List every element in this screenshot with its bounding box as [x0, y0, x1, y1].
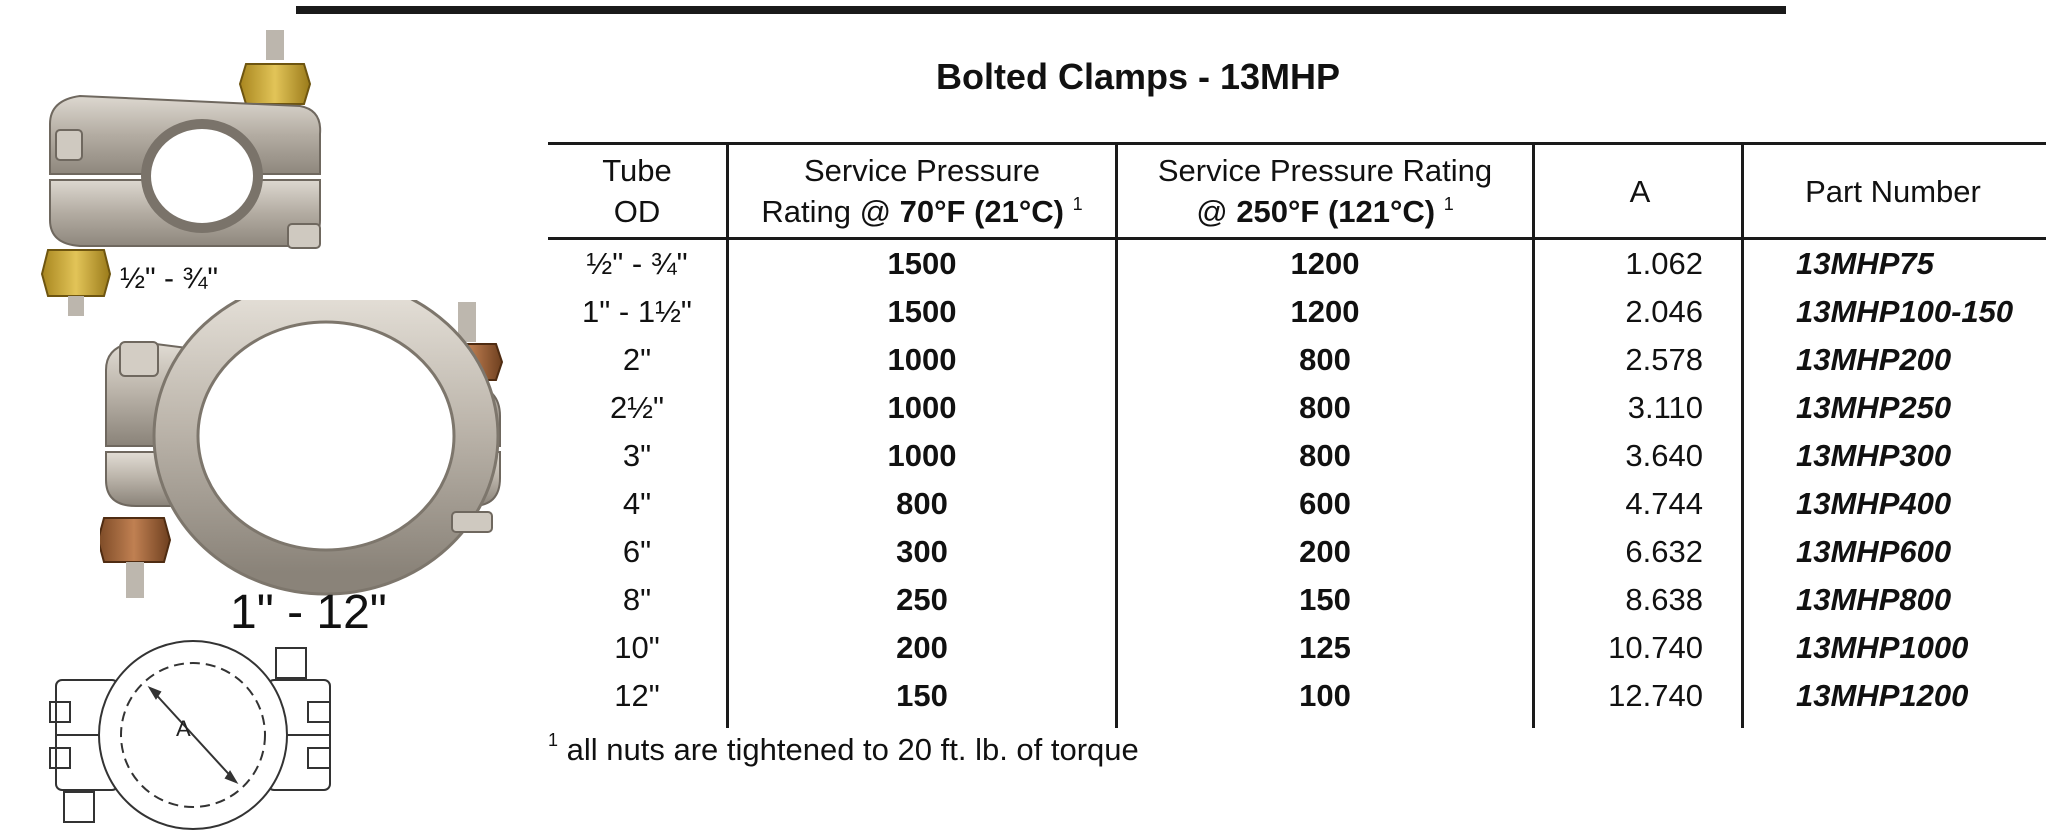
- cell-tube-od: 2½": [609, 390, 665, 425]
- cell-pressure-250f: 1200: [1117, 288, 1534, 336]
- cell-part-number: 13MHP600: [1743, 528, 2047, 576]
- cell-part-number: 13MHP100-150: [1743, 288, 2047, 336]
- table-row: [548, 239, 2046, 289]
- cell-pressure-250f: 1200: [1117, 239, 1534, 289]
- cell-pressure-250f: 100: [1117, 672, 1534, 728]
- cell-part-number: 13MHP1000: [1743, 624, 2047, 672]
- cell-part-number: 13MHP800: [1743, 576, 2047, 624]
- table-header-row: [548, 144, 2046, 239]
- cell-part-number: 13MHP300: [1743, 432, 2047, 480]
- cell-dimension-a: 2.046: [1534, 288, 1743, 336]
- cell-pressure-250f: 600: [1117, 480, 1534, 528]
- cell-pressure-70f: 1000: [728, 384, 1117, 432]
- table-row: [548, 672, 2046, 728]
- cell-tube-od: 4": [622, 486, 652, 521]
- cell-tube-od: 12": [614, 678, 660, 713]
- clamp-dimension-diagram: [46, 640, 336, 830]
- cell-dimension-a: 8.638: [1534, 576, 1743, 624]
- header-pressure-250f: Service Pressure Rating @ 250°F (121°C) $^1$: [1117, 144, 1534, 239]
- large-clamp-size-label: 1" - 12": [230, 586, 387, 639]
- footnote: [548, 732, 1139, 768]
- large-clamp-image: [100, 300, 510, 610]
- cell-pressure-70f: 200: [728, 624, 1117, 672]
- cell-dimension-a: 12.740: [1534, 672, 1743, 728]
- cell-dimension-a: 3.640: [1534, 432, 1743, 480]
- cell-part-number: 13MHP1200: [1743, 672, 2047, 728]
- small-clamp-size-label: ½" - ¾": [120, 262, 218, 295]
- table-row: [548, 576, 2046, 624]
- cell-pressure-70f: 1500: [728, 239, 1117, 289]
- cell-pressure-70f: 1000: [728, 432, 1117, 480]
- cell-pressure-70f: 250: [728, 576, 1117, 624]
- cell-tube-od: 1" - 1½": [582, 294, 692, 329]
- cell-part-number: 13MHP400: [1743, 480, 2047, 528]
- cell-pressure-70f: 300: [728, 528, 1117, 576]
- cell-part-number: 13MHP75: [1743, 239, 2047, 289]
- page-title: Bolted Clamps - 13MHP: [935, 56, 1341, 97]
- table-row: [548, 528, 2046, 576]
- cell-dimension-a: 2.578: [1534, 336, 1743, 384]
- cell-tube-od: 6": [622, 534, 652, 569]
- cell-part-number: 13MHP200: [1743, 336, 2047, 384]
- cell-pressure-250f: 800: [1117, 336, 1534, 384]
- cell-tube-od: 8": [622, 582, 652, 617]
- cell-tube-od: 3": [622, 438, 652, 473]
- cell-pressure-250f: 800: [1117, 384, 1534, 432]
- cell-dimension-a: 6.632: [1534, 528, 1743, 576]
- cell-tube-od: 10": [614, 630, 660, 665]
- cell-pressure-250f: 800: [1117, 432, 1534, 480]
- cell-pressure-250f: 200: [1117, 528, 1534, 576]
- cell-dimension-a: 1.062: [1534, 239, 1743, 289]
- table-row: [548, 384, 2046, 432]
- cell-dimension-a: 4.744: [1534, 480, 1743, 528]
- footnote-marker: 1: [548, 730, 559, 750]
- header-part-number: Part Number: [1743, 144, 2047, 239]
- footnote-text: all nuts are tightened to 20 ft. lb. of torque: [558, 732, 1139, 767]
- table-row: [548, 624, 2046, 672]
- table-row: [548, 432, 2046, 480]
- header-pressure-70f: Service Pressure Rating @ 70°F (21°C) $^1$: [728, 144, 1117, 239]
- cell-tube-od: 2": [622, 342, 652, 377]
- table-row: [548, 336, 2046, 384]
- header-dimension-a: A: [1534, 144, 1743, 239]
- table-row: [548, 480, 2046, 528]
- cell-tube-od: ½" - ¾": [586, 246, 688, 281]
- cell-dimension-a: 10.740: [1534, 624, 1743, 672]
- header-tube-od: Tube OD: [548, 144, 728, 239]
- table-row: [548, 288, 2046, 336]
- specification-table: [548, 142, 2046, 728]
- cell-pressure-70f: 150: [728, 672, 1117, 728]
- cell-pressure-250f: 125: [1117, 624, 1534, 672]
- cell-part-number: 13MHP250: [1743, 384, 2047, 432]
- cell-pressure-250f: 150: [1117, 576, 1534, 624]
- cell-pressure-70f: 1000: [728, 336, 1117, 384]
- cell-pressure-70f: 1500: [728, 288, 1117, 336]
- top-rule: [296, 6, 1786, 14]
- cell-dimension-a: 3.110: [1534, 384, 1743, 432]
- cell-pressure-70f: 800: [728, 480, 1117, 528]
- diagram-dimension-label: A: [176, 716, 191, 741]
